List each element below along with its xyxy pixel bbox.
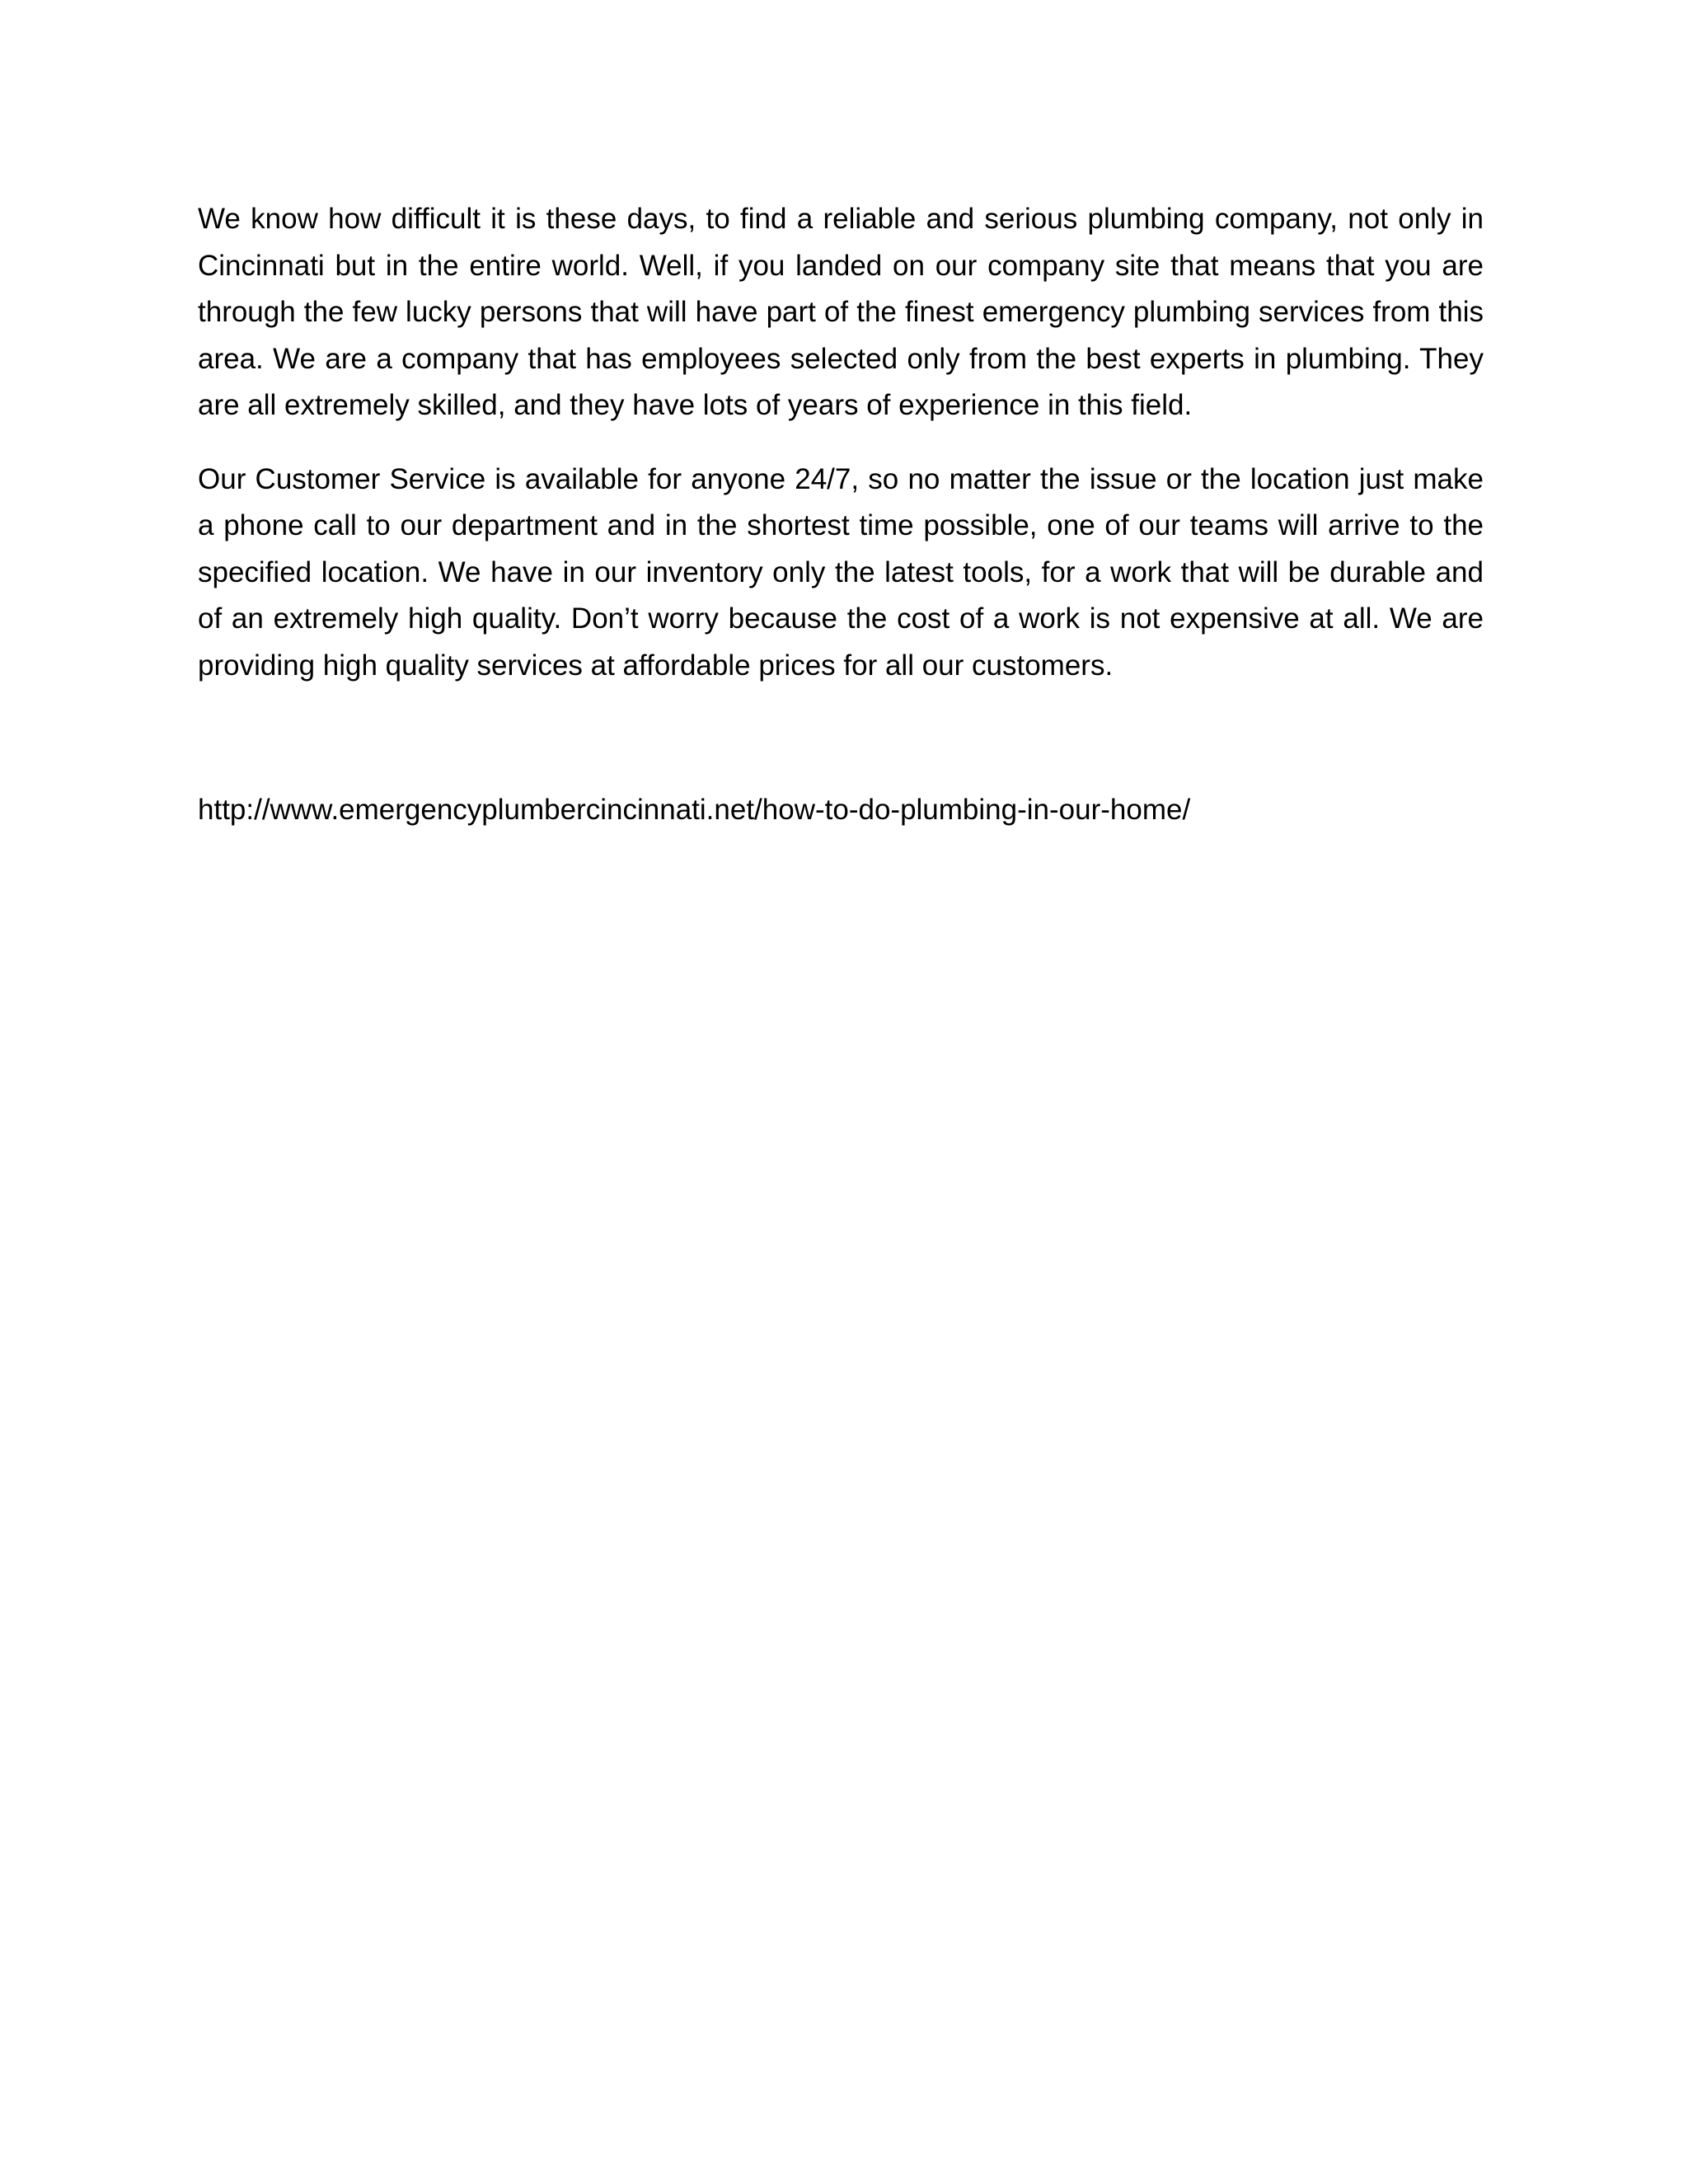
paragraph-customer-service: Our Customer Service is available for anyone 24/7, so no matter the issue or the location just make a phone call to our department and in the shortest time possible, one of our teams will arrive to the specified location. We have in our inventory only the latest tools, for a work that will be durable and of an extremely high quality. Don’t worry because the cost of a work is not expensive at all. We are providing high quality services at affordable prices for all our customers. [198,462,1484,682]
paragraph-intro: We know how difficult it is these days, to find a reliable and serious plumbing company, not only in Cincinnati but in the entire world. Well, if you landed on our company site that means that you are through the few lucky persons that will have part of the finest emergency plumbing services from this area. We are a company that has employees selected only from the best experts in plumbing. They are all extremely skilled, and they have lots of years of experience in this field. [198,203,1484,421]
document-body [198,196,1484,834]
source-url: http://www.emergencyplumbercincinnati.net/how-to-do-plumbing-in-our-home/ [198,794,1191,826]
